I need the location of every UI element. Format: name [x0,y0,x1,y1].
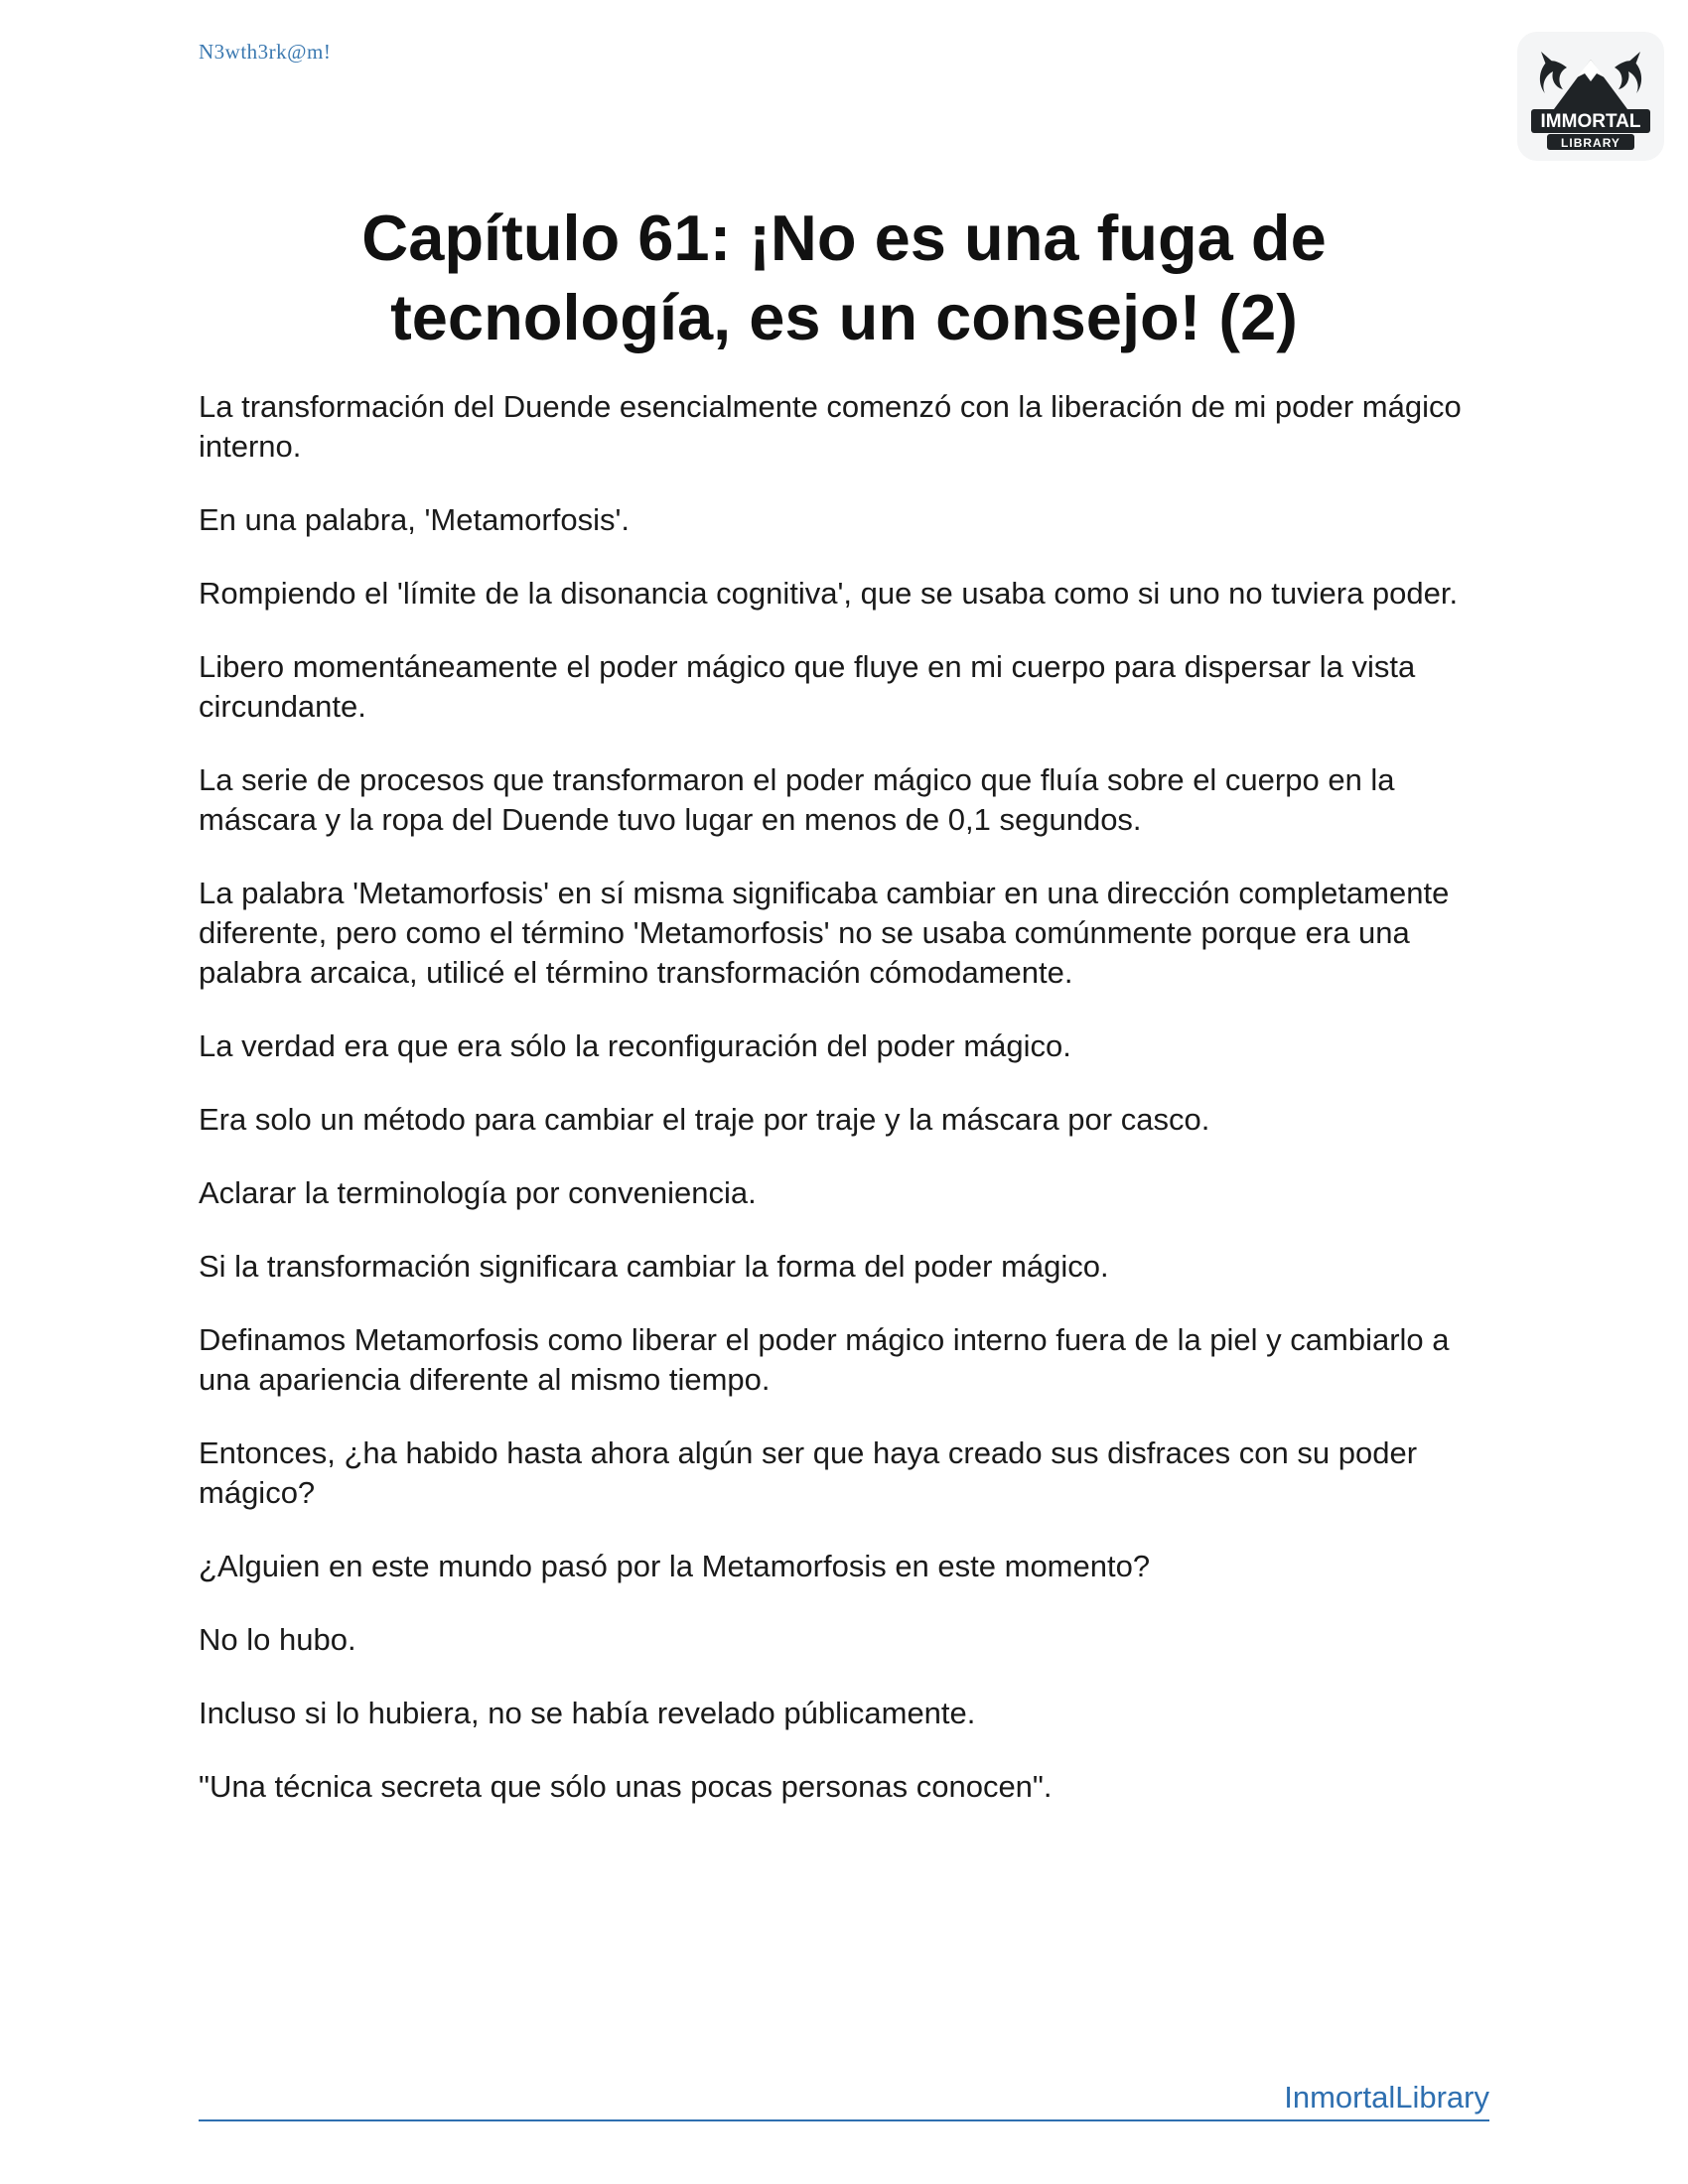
header-watermark-text: N3wth3rk@m! [199,40,332,64]
footer-site-link[interactable]: InmortalLibrary [1284,2080,1489,2115]
paragraph: ¿Alguien en este mundo pasó por la Metamorfosis en este momento? [199,1549,1151,1583]
paragraph: La serie de procesos que transformaron el poder mágico que fluía sobre el cuerpo en la máscara y la ropa del Duende tuvo lugar en menos de 0,1 segundos. [199,762,1395,837]
paragraph: La verdad era que era sólo la reconfiguración del poder mágico. [199,1028,1071,1063]
paragraph: No lo hubo. [199,1622,356,1657]
chapter-title: Capítulo 61: ¡No es una fuga de tecnología, es un consejo! (2) [361,202,1327,353]
paragraph: En una palabra, 'Metamorfosis'. [199,502,630,537]
paragraph: Era solo un método para cambiar el traje por traje y la máscara por casco. [199,1102,1210,1137]
paragraph: La palabra 'Metamorfosis' en sí misma significaba cambiar en una dirección completamente diferente, pero como el término 'Metamorfosis' no se usaba comúnmente porque era una palabra arcaica, utilicé el término transformación cómodamente. [199,876,1450,990]
logo-text-line1: IMMORTAL [1540,111,1641,132]
paragraph: Aclarar la terminología por conveniencia. [199,1175,757,1210]
paragraph: Libero momentáneamente el poder mágico que fluye en mi cuerpo para dispersar la vista circundante. [199,649,1416,724]
chapter-body [199,387,1489,1841]
paragraph: "Una técnica secreta que sólo unas pocas personas conocen". [199,1769,1053,1804]
paragraph: Entonces, ¿ha habido hasta ahora algún ser que haya creado sus disfraces con su poder mágico? [199,1435,1418,1510]
paragraph: La transformación del Duende esencialmente comenzó con la liberación de mi poder mágico interno. [199,389,1462,464]
paragraph: Incluso si lo hubiera, no se había revelado públicamente. [199,1696,976,1730]
paragraph: Definamos Metamorfosis como liberar el poder mágico interno fuera de la piel y cambiarlo a una apariencia diferente al mismo tiempo. [199,1322,1450,1397]
paragraph: Rompiendo el 'límite de la disonancia cognitiva', que se usaba como si uno no tuviera poder. [199,576,1459,611]
paragraph: Si la transformación significara cambiar la forma del poder mágico. [199,1249,1109,1284]
logo-text-line2: LIBRARY [1561,136,1620,150]
footer-divider [199,2119,1489,2121]
immortal-library-logo [1517,32,1664,161]
